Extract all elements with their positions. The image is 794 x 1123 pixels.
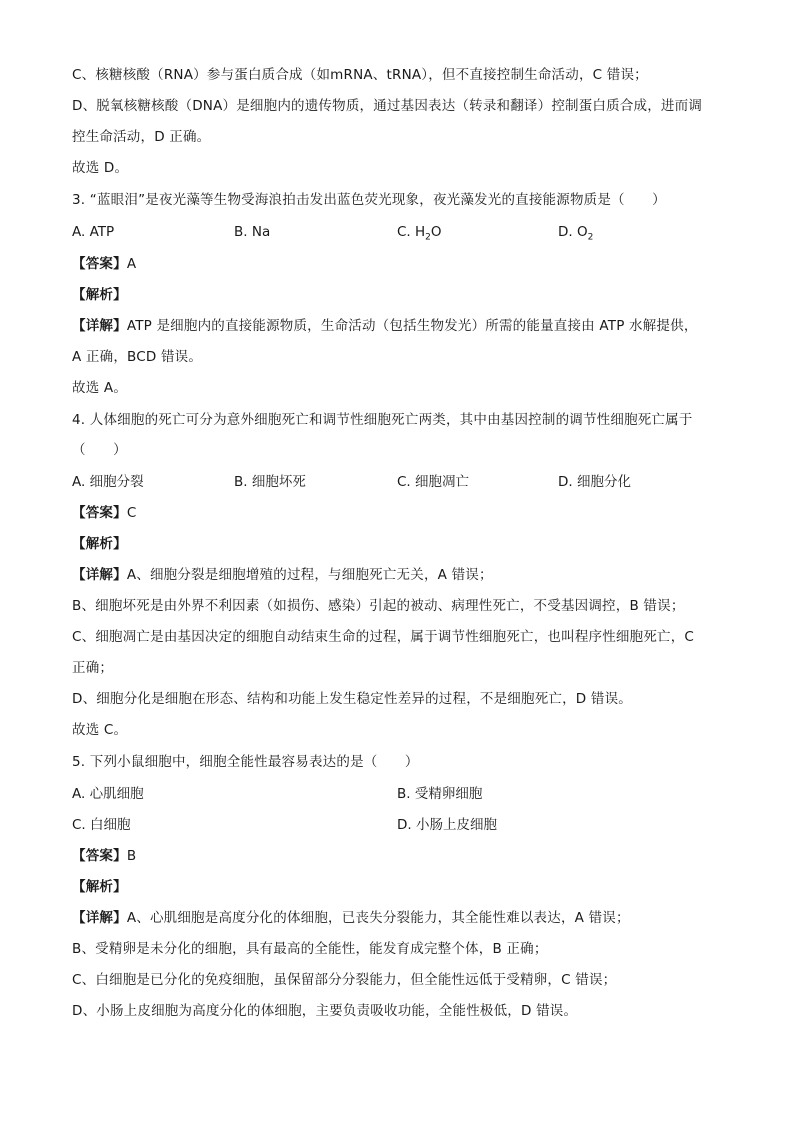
answer-tag: 【答案】 [72,256,127,272]
answer-value: B [126,848,137,864]
q4-option-a: A. 细胞分裂 [72,474,144,490]
subscript: 2 [425,232,431,243]
q5-option-d: D. 小肠上皮细胞 [397,817,497,833]
detail-tag: 【详解】 [72,318,127,334]
q3-analysis-tag: 【解析】 [72,287,127,303]
q3-option-b: B. Na [234,224,271,240]
q4-answer [72,504,136,522]
q5-option-a: A. 心肌细胞 [72,786,144,802]
q5-option-c: C. 白细胞 [72,817,131,833]
q3-option-d [558,223,593,247]
answer-value: A [126,256,137,272]
text-line: 控生命活动，D 正确。 [72,129,211,145]
text-line: B、细胞坏死是由外界不利因素（如损伤、感染）引起的被动、病理性死亡，不受基因调控，B 错误； [72,598,685,614]
question-3-stem: 3. “蓝眼泪”是夜光藻等生物受海浪拍击发出蓝色荧光现象，夜光藻发光的直接能源物质是（ ） [72,192,666,208]
answer-value: C [126,505,137,521]
q3-option-c-text-end: O [430,224,442,240]
q3-selection: 故选 A。 [72,380,128,396]
text-line: D、脱氧核糖核酸（DNA）是细胞内的遗传物质，通过基因表达（转录和翻译）控制蛋白质合成，进而调 [72,98,703,114]
question-4-stem: 4. 人体细胞的死亡可分为意外细胞死亡和调节性细胞死亡两类，其中由基因控制的调节性细胞死亡属于 [72,412,693,428]
text-line: C、白细胞是已分化的免疫细胞，虽保留部分分裂能力，但全能性远低于受精卵，C 错误； [72,972,617,988]
detail-text: A、心肌细胞是高度分化的体细胞，已丧失分裂能力，其全能性难以表达，A 错误； [126,910,630,926]
detail-tag: 【详解】 [72,910,127,926]
q4-analysis-tag: 【解析】 [72,536,127,552]
q4-selection: 故选 C。 [72,722,128,738]
text-line: C、核糖核酸（RNA）参与蛋白质合成（如mRNA、tRNA），但不直接控制生命活动，C 错误； [72,67,648,83]
answer-tag: 【答案】 [72,848,127,864]
q4-option-c: C. 细胞凋亡 [397,474,470,490]
text-line: B、受精卵是未分化的细胞，具有最高的全能性，能发育成完整个体，B 正确； [72,941,548,957]
question-5-stem: 5. 下列小鼠细胞中，细胞全能性最容易表达的是（ ） [72,754,419,770]
text-line: D、小肠上皮细胞为高度分化的体细胞，主要负责吸收功能，全能性极低，D 错误。 [72,1003,578,1019]
text-line: C、细胞凋亡是由基因决定的细胞自动结束生命的过程，属于调节性细胞死亡，也叫程序性细胞死亡，C [72,629,695,645]
q3-option-a: A. ATP [72,224,115,240]
q5-detail [72,909,630,927]
q4-option-b: B. 细胞坏死 [234,474,306,490]
q5-option-b: B. 受精卵细胞 [397,786,483,802]
text-line: D、细胞分化是细胞在形态、结构和功能上发生稳定性差异的过程，不是细胞死亡，D 错误。 [72,691,632,707]
answer-tag: 【答案】 [72,505,127,521]
q5-analysis-tag: 【解析】 [72,879,127,895]
q3-option-d-text: D. O [558,224,588,240]
question-4-bracket: （ ） [72,442,127,458]
q5-answer [72,847,136,865]
text-line: 正确； [72,660,114,676]
q3-answer [72,255,136,273]
subscript: 2 [587,232,594,243]
text-line: A 正确，BCD 错误。 [72,349,203,365]
q3-option-c-text: C. H [397,224,426,240]
q4-detail [72,566,493,584]
detail-tag: 【详解】 [72,567,127,583]
detail-text: A、细胞分裂是细胞增殖的过程，与细胞死亡无关，A 错误； [126,567,493,583]
detail-text: ATP 是细胞内的直接能源物质，生命活动（包括生物发光）所需的能量直接由 ATP 水解提供， [126,318,698,334]
q3-detail [72,317,698,335]
text-line: 故选 D。 [72,160,129,176]
q4-option-d: D. 细胞分化 [558,474,631,490]
q3-option-c [397,223,442,247]
